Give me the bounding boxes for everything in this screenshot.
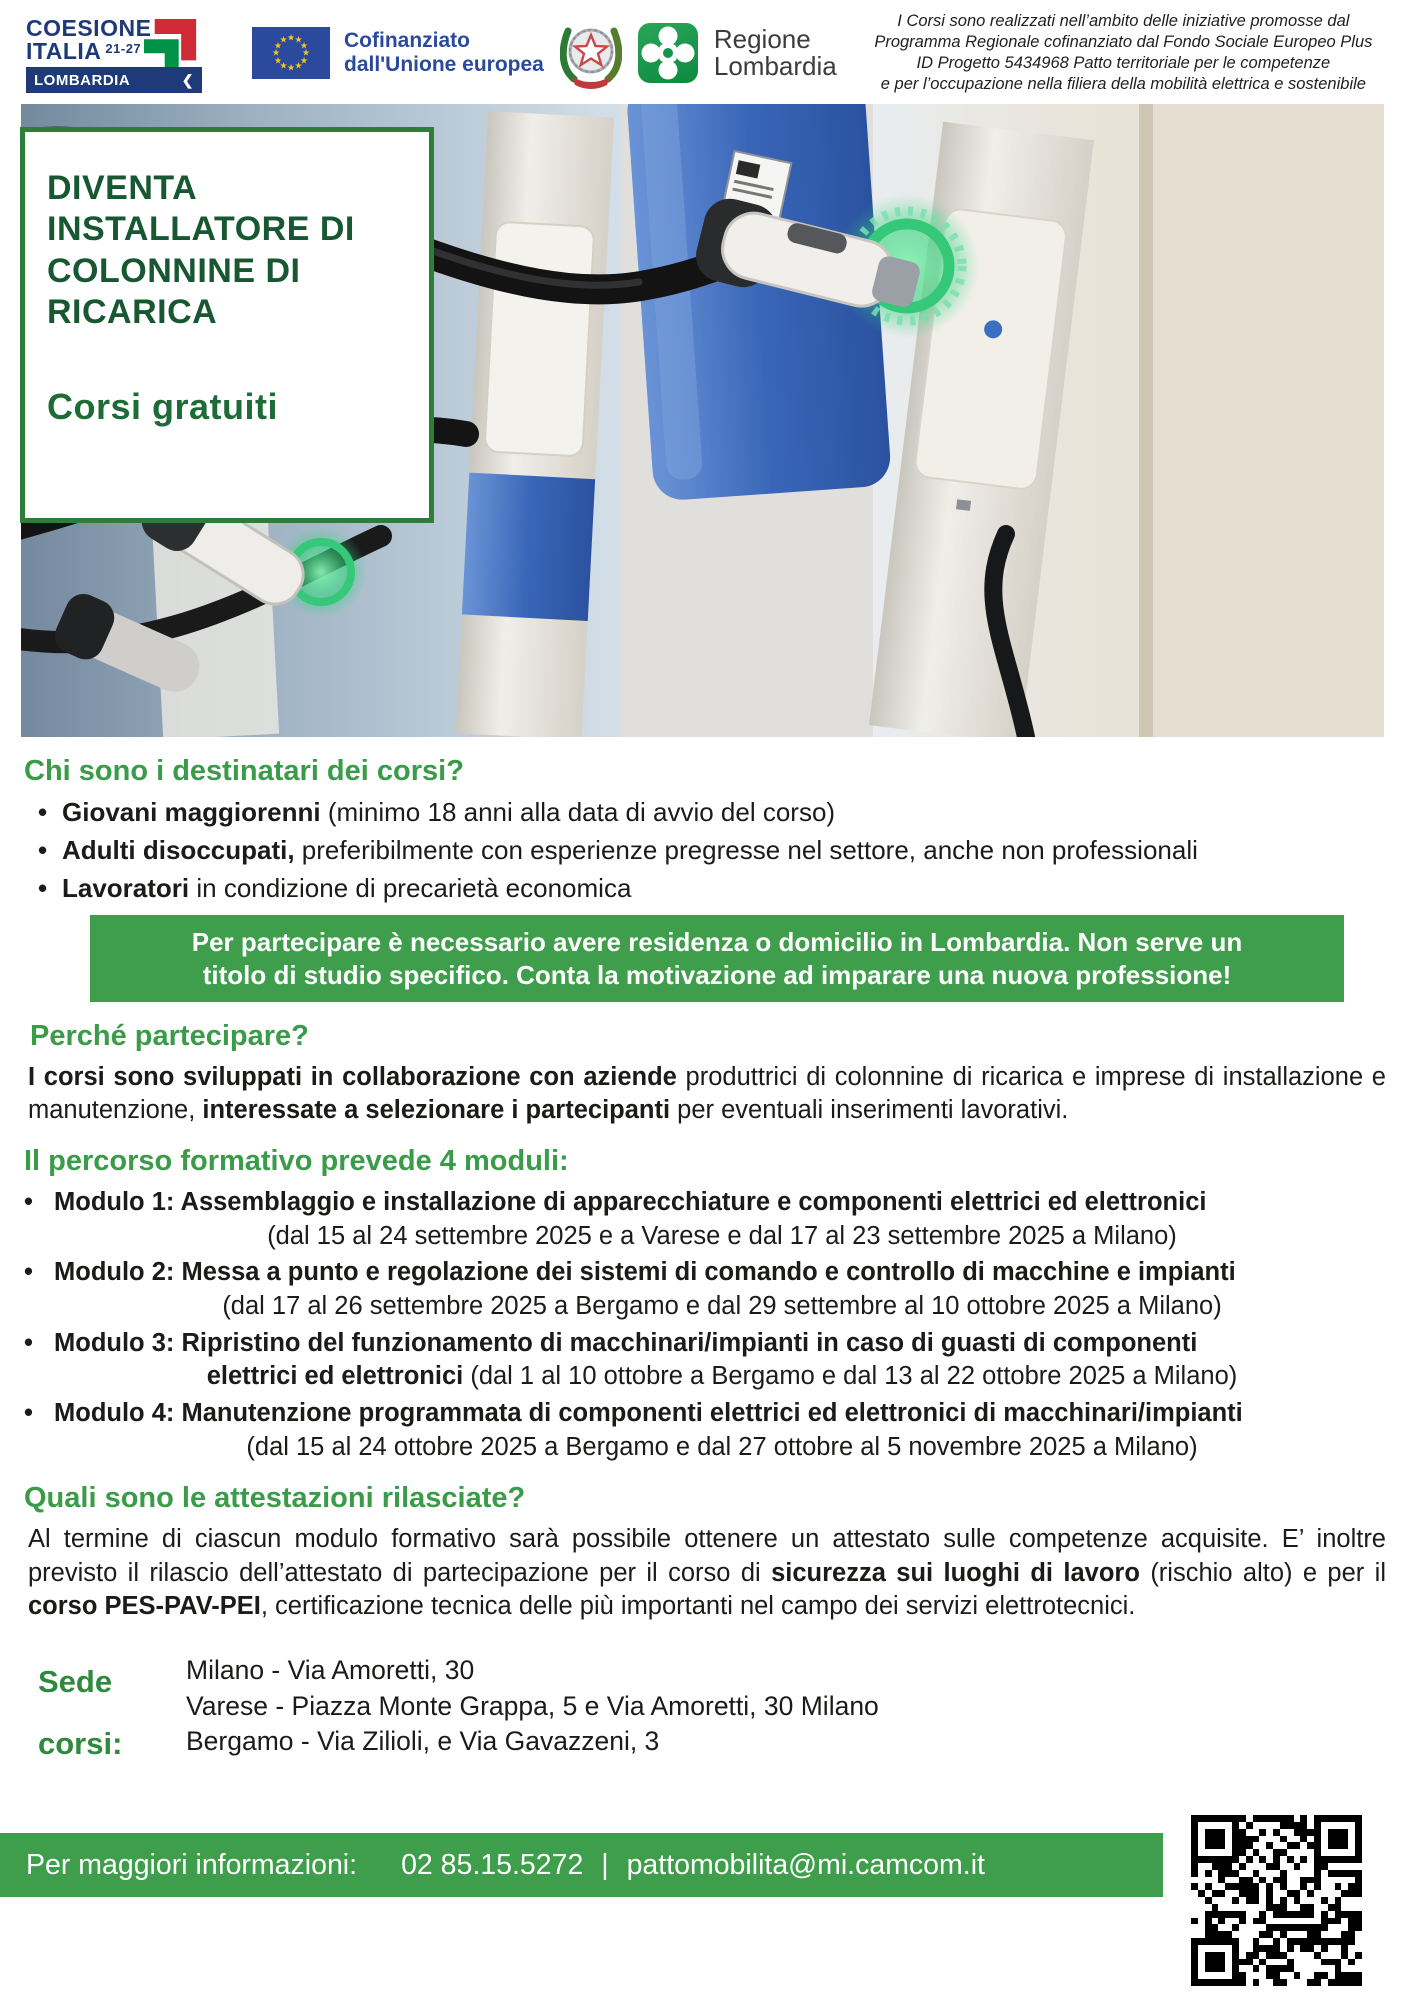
list-item: • Lavoratori in condizione di precarietà economica <box>0 872 1394 906</box>
module-item: • Modulo 1: Assemblaggio e installazione di apparecchiature e componenti elettrici ed elettronici (dal 15 al 24 settembre 2025 e a Varese e dal 17 al 23 settembre 2025 a Milano) <box>0 1186 1390 1253</box>
list-item: • Adulti disoccupati, preferibilmente con esperienze pregresse nel settore, anche non professionali <box>0 834 1394 868</box>
address-line: Bergamo - Via Zilioli, e Via Gavazzeni, 3 <box>186 1726 660 1757</box>
hero-title-box <box>20 127 434 523</box>
rosa-camuna-icon <box>638 23 698 83</box>
module-item: • Modulo 2: Messa a punto e regolazione dei sistemi di comando e controllo di macchine e impianti (dal 17 al 26 settembre 2025 a Bergamo e dal 29 settembre al 10 ottobre 2025 a Milano) <box>0 1256 1390 1323</box>
list-item: • Giovani maggiorenni (minimo 18 anni alla data di avvio del corso) <box>0 796 1394 830</box>
module-dates: (dal 15 al 24 ottobre 2025 a Bergamo e dal 27 ottobre al 5 novembre 2025 a Milano) <box>246 1432 1198 1461</box>
module-dates: (dal 17 al 26 settembre 2025 a Bergamo e dal 29 settembre al 10 ottobre 2025 a Milano) <box>222 1292 1222 1321</box>
lombardia-label: LOMBARDIA <box>34 71 131 89</box>
eu-cofunding-logo <box>252 27 544 79</box>
separator: | <box>601 1848 609 1881</box>
footer-contact <box>401 1849 985 1882</box>
heading-attestazioni: Quali sono le attestazioni rilasciate? <box>24 1482 526 1515</box>
email-address[interactable]: pattomobilita@mi.camcom.it <box>626 1848 985 1881</box>
coesione-chevrons-icon <box>144 11 222 73</box>
footer-label: Per maggiori informazioni: <box>26 1848 358 1881</box>
addresses <box>186 1651 879 1775</box>
module-item: • Modulo 4: Manutenzione programmata di componenti elettrici ed elettronici di macchinari/impianti (dal 15 al 24 ottobre 2025 a Bergamo e dal 27 ottobre al 5 novembre 2025 a Milano) <box>0 1397 1390 1464</box>
lombardia-banner <box>26 67 202 93</box>
eu-flag-icon: ★ ★ ★ ★ ★ ★ ★ ★ ★ ★ ★ ★ <box>252 27 330 79</box>
perche-paragraph: I corsi sono sviluppati in collaborazione con aziende produttrici di colonnine di ricarica e imprese di installazione e manutenzione, interessate a selezionare i partecipanti per eventuali inserimenti lavorativi. <box>28 1062 1386 1124</box>
regione-lombardia-logo <box>638 23 698 83</box>
coesione-line1: COESIONE <box>26 15 152 41</box>
program-disclaimer: I Corsi sono realizzati nell’ambito delle iniziative promosse dal Programma Regionale cofinanziato dal Fondo Sociale Europeo Plus ID Progetto 5434968 Patto territoriale per le competenze e per l’occupazione nella filiera della mobilità elettrica e sostenibile <box>874 11 1373 94</box>
info-footer-bar <box>0 1833 1163 1897</box>
main-content <box>0 737 1414 1775</box>
page-title: DIVENTA INSTALLATORE DI COLONNINE DI RICARICA <box>47 169 355 332</box>
address-line: Milano - Via Amoretti, 30 <box>186 1654 475 1685</box>
heading-percorso: Il percorso formativo prevede 4 moduli: <box>24 1145 569 1178</box>
modules-list <box>0 1186 1414 1464</box>
sede-corsi-label: Sede corsi: <box>38 1663 123 1761</box>
course-locations <box>38 1651 1414 1775</box>
free-courses-subtitle: Corsi gratuiti <box>47 385 279 427</box>
coesione-line2: ITALIA $^{21-27}$ <box>26 38 142 65</box>
chevron-left-icon: ❮ <box>181 72 194 88</box>
attestazioni-paragraph: Al termine di ciascun modulo formativo sarà possibile ottenere un attestato sulle competenze acquisite. E’ inoltre previsto il rilascio dell’attestato di partecipazione per il corso di sicurezza sui luoghi di lavoro (rischio alto) e per il corso PES-PAV-PEI, certificazione tecnica delle più importanti nel campo dei servizi elettrotecnici. <box>28 1525 1387 1620</box>
coesione-logo-text <box>26 17 151 64</box>
participation-banner: Per partecipare è necessario avere residenza o domicilio in Lombardia. Non serve un titolo di studio specifico. Conta la motivazione ad imparare una nuova professione! <box>90 915 1344 1001</box>
heading-perche: Perché partecipare? <box>30 1019 309 1052</box>
coesione-italia-logo <box>24 11 236 95</box>
eu-cofunding-label: Cofinanziato dall'Unione europea <box>344 28 544 76</box>
regione-lombardia-name: Regione Lombardia <box>713 23 837 81</box>
module-dates: elettrici ed elettronici (dal 1 al 10 ottobre a Bergamo e dal 13 al 22 ottobre 2025 a Milano) <box>206 1362 1238 1391</box>
phone-number[interactable]: 02 85.15.5272 <box>401 1848 584 1881</box>
coesione-years: 21-27 <box>105 41 142 57</box>
qr-code <box>1188 1812 1365 1989</box>
italy-emblem-icon <box>560 17 622 89</box>
heading-destinatari: Chi sono i destinatari dei corsi? <box>24 755 464 787</box>
module-item: • Modulo 3: Ripristino del funzionamento di macchinari/impianti in caso di guasti di componenti elettrici ed elettronici (dal 1 al 10 ottobre a Bergamo e dal 13 al 22 ottobre 2025 a Milano) <box>0 1327 1390 1394</box>
header <box>0 0 1414 102</box>
destinatari-list <box>0 796 1414 905</box>
module-dates: (dal 15 al 24 settembre 2025 e a Varese e dal 17 al 23 settembre 2025 a Milano) <box>267 1221 1177 1250</box>
address-line: Varese - Piazza Monte Grappa, 5 e Via Amoretti, 30 Milano <box>186 1690 879 1721</box>
